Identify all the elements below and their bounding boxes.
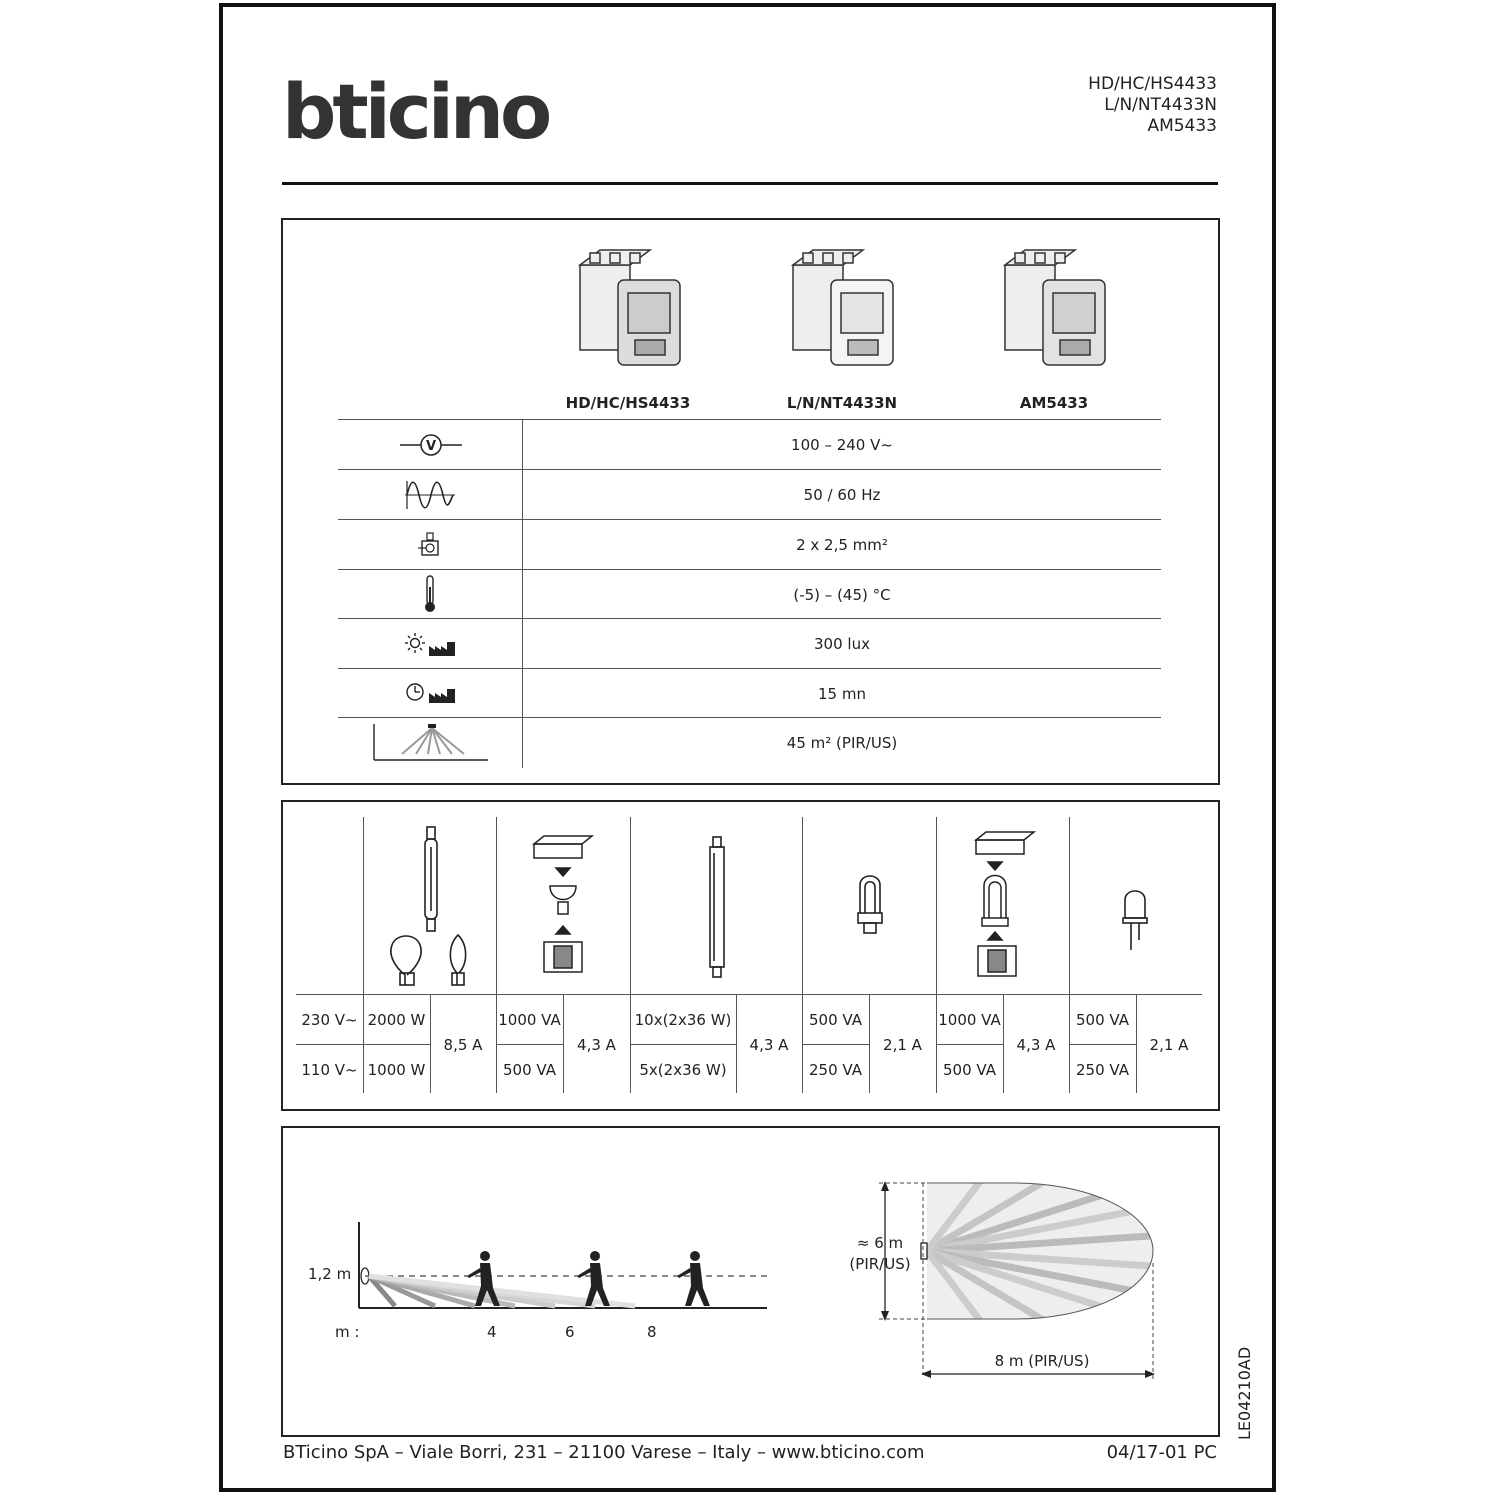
header-code: AM5433 — [1147, 116, 1217, 136]
svg-text:V: V — [425, 439, 437, 454]
load-value: 5x(2x36 W) — [639, 1061, 727, 1079]
compact-fluorescent-icon — [855, 873, 885, 938]
table-divider — [802, 817, 803, 1093]
load-current: 2,1 A — [1149, 1036, 1189, 1054]
spec-value: 15 mn — [818, 685, 866, 703]
side-detection-diagram — [355, 1218, 775, 1318]
voltage-label: 110 V~ — [301, 1061, 358, 1079]
product-name: L/N/NT4433N — [786, 394, 898, 412]
ballast-fluorescent-icon — [970, 828, 1040, 988]
spec-value: 100 – 240 V~ — [791, 436, 893, 454]
spec-value: 300 lux — [814, 635, 870, 653]
spec-value: 45 m² (PIR/US) — [786, 734, 898, 752]
light-sensor-icon — [405, 632, 459, 658]
table-divider — [1069, 817, 1070, 1093]
table-divider — [338, 469, 1161, 470]
fluorescent-tube-icon — [700, 835, 734, 980]
footer-date-code: 04/17-01 PC — [1106, 1442, 1217, 1463]
incandescent-halogen-icon — [380, 825, 480, 990]
load-current: 4,3 A — [1016, 1036, 1056, 1054]
load-value: 250 VA — [809, 1061, 862, 1079]
distance-label: 4 — [487, 1323, 497, 1341]
table-divider — [338, 717, 1161, 718]
load-current: 4,3 A — [749, 1036, 789, 1054]
distance-label: 8 — [647, 1323, 657, 1341]
header-code: L/N/NT4433N — [1104, 95, 1217, 115]
table-divider — [936, 1044, 1003, 1045]
header-rule — [282, 182, 1218, 185]
load-value: 500 VA — [503, 1061, 556, 1079]
table-divider — [363, 817, 364, 1093]
table-divider — [338, 419, 1161, 420]
thermometer-icon — [422, 575, 438, 613]
table-divider — [338, 569, 1161, 570]
load-value: 500 VA — [943, 1061, 996, 1079]
distance-prefix: m : — [335, 1323, 360, 1341]
brand-logo: bticino — [282, 67, 549, 156]
table-divider — [1069, 1044, 1136, 1045]
table-divider — [496, 817, 497, 1093]
voltage-label: 230 V~ — [301, 1011, 358, 1029]
load-value: 1000 W — [367, 1061, 426, 1079]
table-divider — [630, 817, 631, 1093]
load-value: 1000 VA — [938, 1011, 1001, 1029]
load-current: 2,1 A — [883, 1036, 922, 1054]
table-divider — [338, 519, 1161, 520]
distance-label: 6 — [565, 1323, 575, 1341]
product-image-ln — [773, 245, 913, 375]
product-image-am — [985, 245, 1125, 375]
detection-area-icon — [372, 722, 490, 762]
load-value: 500 VA — [1076, 1011, 1129, 1029]
table-divider — [936, 817, 937, 1093]
timer-icon — [405, 681, 459, 707]
header-code: HD/HC/HS4433 — [1088, 74, 1217, 94]
load-current: 8,5 A — [443, 1036, 483, 1054]
footer-address: BTicino SpA – Viale Borri, 231 – 21100 Varese – Italy – www.bticino.com — [283, 1442, 925, 1463]
document-id: LE04210AD — [1235, 1346, 1254, 1440]
table-divider — [296, 994, 1202, 995]
led-icon — [1120, 888, 1150, 953]
spec-value: (-5) – (45) °C — [793, 586, 891, 604]
width-label: (PIR/US) — [849, 1255, 911, 1273]
length-label: 8 m (PIR/US) — [994, 1352, 1090, 1370]
terminal-icon — [418, 531, 444, 559]
table-divider — [338, 668, 1161, 669]
load-value: 250 VA — [1076, 1061, 1129, 1079]
width-label: ≈ 6 m — [856, 1234, 904, 1252]
table-divider — [496, 1044, 563, 1045]
product-name: HD/HC/HS4433 — [565, 394, 691, 412]
header-codes — [1088, 74, 1217, 137]
load-value: 1000 VA — [498, 1011, 561, 1029]
product-name: AM5433 — [1019, 394, 1089, 412]
table-divider — [296, 1044, 430, 1045]
load-current: 4,3 A — [577, 1036, 616, 1054]
table-divider — [802, 1044, 869, 1045]
table-divider — [338, 618, 1161, 619]
product-image-hd — [560, 245, 700, 375]
load-value: 500 VA — [809, 1011, 862, 1029]
spec-value: 2 x 2,5 mm² — [796, 536, 888, 554]
height-label: 1,2 m — [308, 1265, 352, 1283]
electronic-transformer-halogen-icon — [528, 834, 598, 984]
frequency-icon — [405, 478, 455, 512]
table-divider — [630, 1044, 736, 1045]
voltage-icon — [400, 432, 462, 458]
spec-value: 50 / 60 Hz — [803, 486, 881, 504]
load-value: 2000 W — [367, 1011, 426, 1029]
load-value: 10x(2x36 W) — [634, 1011, 732, 1029]
